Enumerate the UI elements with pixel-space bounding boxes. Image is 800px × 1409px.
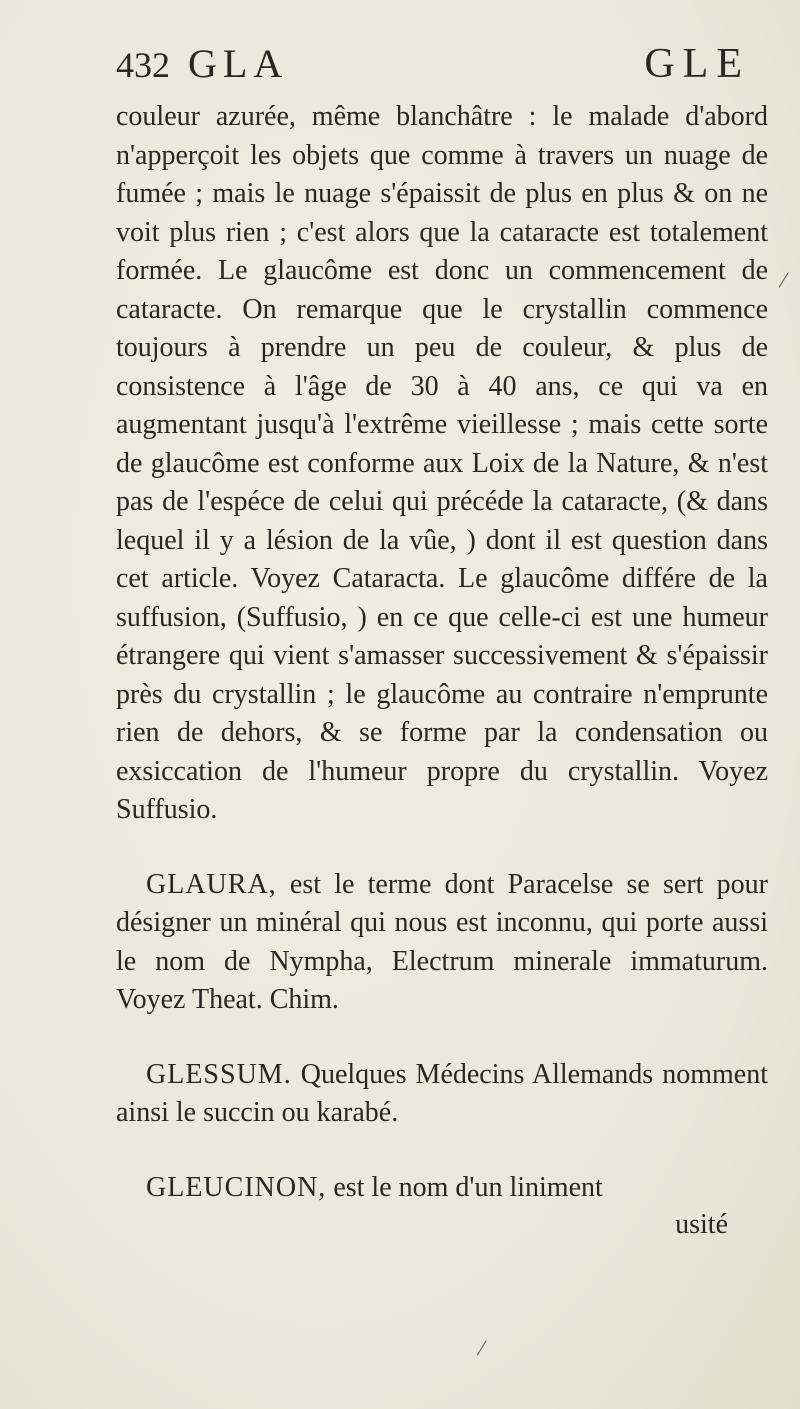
entry-glaura [116,866,768,1020]
entry-glessum [116,1056,768,1133]
margin-mark-icon: ⁄ [480,1336,484,1360]
entry-text: est le terme dont Paracelse se sert pour désigner un minéral qui nous est inconnu, qui porte aussi le nom de Nympha, Electrum minerale immaturum. Voyez Theat. Chim. [116,868,768,1015]
entry-term: GLAURA, [146,868,277,900]
paragraph-continuation [116,98,768,830]
page-header [116,40,768,94]
entry-term: GLEUCINON, [146,1171,327,1203]
margin-mark-icon: ⁄ [782,268,786,292]
catchword: usité [675,1209,728,1240]
header-left [116,40,288,87]
paragraph-text: couleur azurée, même blanchâtre : le malade d'abord n'apperçoit les objets que comme à travers un nuage de fumée ; mais le nuage s'épaissit de plus en plus & on ne voit plus rien ; c'est alors que la cataracte est totalement formée. Le glaucôme est donc un commencement de cataracte. On remarque que le crystallin commence toujours à prendre un peu de couleur, & plus de consistence à l'âge de 30 à 40 ans, ce qui va en augmentant jusqu'à l'extrême vieillesse ; mais cette sorte de glaucôme est conforme aux Loix de la Nature, & n'est pas de l'espéce de celui qui précéde la cataracte, (& dans lequel il y a lésion de la vûe, ) dont il est question dans cet article. Voyez Cataracta. Le glaucôme différe de la suffusion, (Suffusio, ) en ce que celle-ci est une humeur étrangere qui vient s'amasser successivement & s'épaissir près du crystallin ; le glaucôme au contraire n'emprunte rien de dehors, & se forme par la condensation ou exsiccation de l'humeur propre du crystallin. Voyez Suffusio. [116,101,768,825]
entry-text: est le nom d'un liniment [333,1171,603,1203]
entry-text: Quelques Médecins Allemands nomment ainsi le succin ou karabé. [116,1058,769,1128]
body-text [116,98,768,1207]
left-running-head: GLA [188,41,289,86]
entry-term: GLESSUM. [146,1058,292,1090]
right-running-head: GLE [644,41,750,87]
entry-gleucinon [116,1169,768,1208]
page-number: 432 [116,45,170,85]
